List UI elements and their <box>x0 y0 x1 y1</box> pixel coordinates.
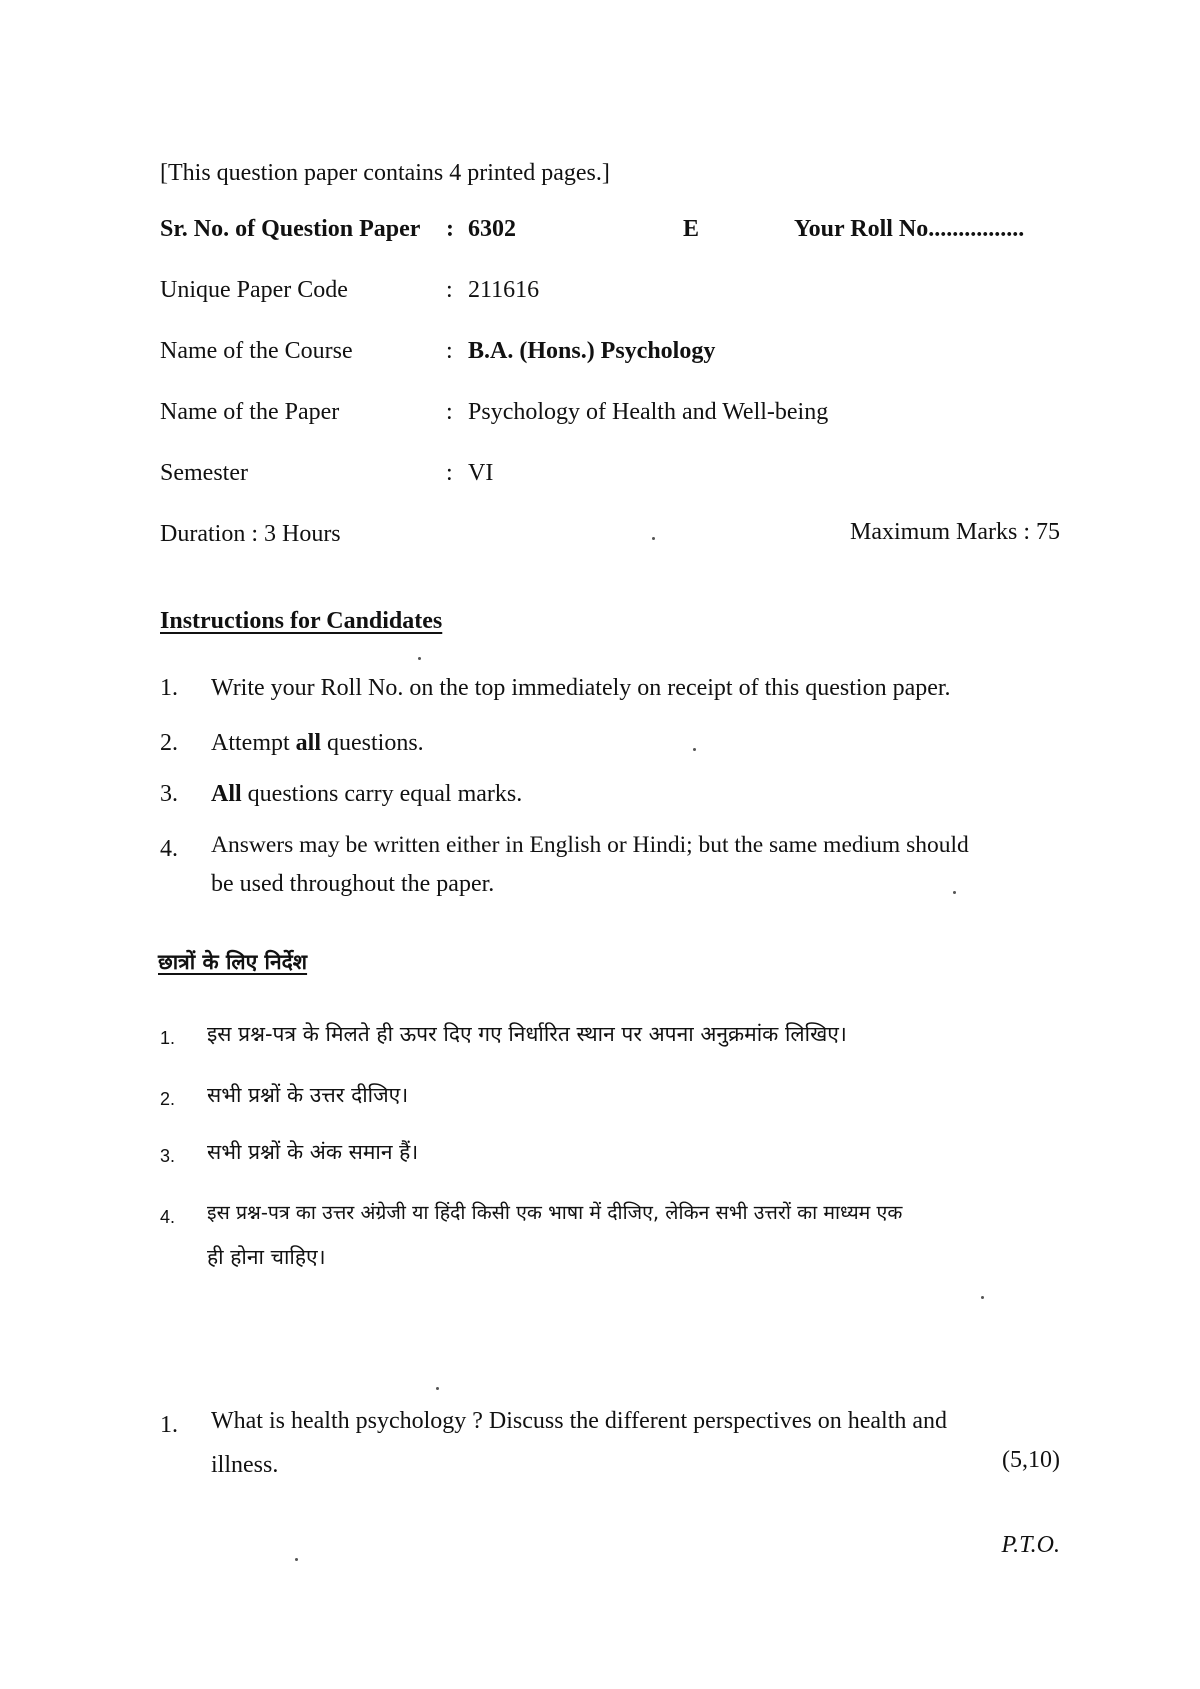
item-number: 2. <box>160 1089 176 1109</box>
colon: : <box>446 216 454 242</box>
item-number: 3. <box>160 781 178 807</box>
item-number: 4. <box>160 1207 176 1227</box>
semester-label: Semester <box>160 460 248 486</box>
scan-speck <box>693 748 696 751</box>
item-number: 2. <box>160 730 178 756</box>
scan-speck <box>981 1296 984 1299</box>
instruction-hi-1: इस प्रश्न-पत्र के मिलते ही ऊपर दिए गए निर्धारित स्थान पर अपना अनुक्रमांक लिखिए। <box>207 1022 847 1046</box>
item-number: 1. <box>160 1028 176 1048</box>
instruction-hi-4-line1: इस प्रश्न-पत्र का उत्तर अंग्रेजी या हिंदी किसी एक भाषा में दीजिए, लेकिन सभी उत्तरों का माध्यम एक <box>207 1201 903 1224</box>
instructions-heading-hi: छात्रों के लिए निर्देश <box>158 950 308 974</box>
question-1-line2: illness. <box>211 1452 279 1478</box>
scan-speck <box>436 1387 439 1390</box>
instruction-hi-4-line2: ही होना चाहिए। <box>207 1245 326 1269</box>
roll-no-field: Your Roll No................ <box>794 216 1025 242</box>
colon: : <box>446 399 453 425</box>
unique-code-label: Unique Paper Code <box>160 277 348 303</box>
colon: : <box>446 338 453 364</box>
printed-pages-note: [This question paper contains 4 printed pages.] <box>160 160 610 186</box>
max-marks: Maximum Marks : 75 <box>850 519 1060 545</box>
instruction-hi-3: सभी प्रश्नों के अंक समान हैं। <box>207 1140 419 1164</box>
semester-value: VI <box>468 460 494 486</box>
question-number: 1. <box>160 1412 178 1438</box>
unique-code-value: 211616 <box>468 277 540 303</box>
course-value: B.A. (Hons.) Psychology <box>468 338 716 364</box>
instruction-hi-2: सभी प्रश्नों के उत्तर दीजिए। <box>207 1083 409 1107</box>
scan-speck <box>652 537 655 540</box>
duration: Duration : 3 Hours <box>160 521 341 547</box>
item-number: 4. <box>160 836 178 862</box>
question-1-line1: What is health psychology ? Discuss the different perspectives on health and <box>211 1408 948 1434</box>
instruction-en-4-line1: Answers may be written either in English or Hindi; but the same medium should <box>211 832 969 858</box>
colon: : <box>446 277 453 303</box>
instruction-en-4-line2: be used throughout the paper. <box>211 871 495 897</box>
set-code: E <box>683 216 700 242</box>
pto-label: P.T.O. <box>1001 1532 1060 1558</box>
course-label: Name of the Course <box>160 338 353 364</box>
scan-speck <box>418 657 421 660</box>
paper-value: Psychology of Health and Well-being <box>468 399 829 425</box>
sr-no-value: 6302 <box>468 216 516 242</box>
instructions-heading-en: Instructions for Candidates <box>160 608 443 634</box>
question-1-marks: (5,10) <box>1002 1447 1060 1473</box>
colon: : <box>446 460 453 486</box>
instruction-en-1: Write your Roll No. on the top immediately on receipt of this question paper. <box>211 675 951 701</box>
sr-no-label: Sr. No. of Question Paper <box>160 216 421 242</box>
scan-speck <box>953 891 956 894</box>
scan-speck <box>295 1558 298 1561</box>
item-number: 3. <box>160 1146 176 1166</box>
paper-label: Name of the Paper <box>160 399 340 425</box>
instruction-en-2: Attempt all questions. <box>211 730 424 756</box>
item-number: 1. <box>160 675 178 701</box>
instruction-en-3: All questions carry equal marks. <box>211 781 523 807</box>
